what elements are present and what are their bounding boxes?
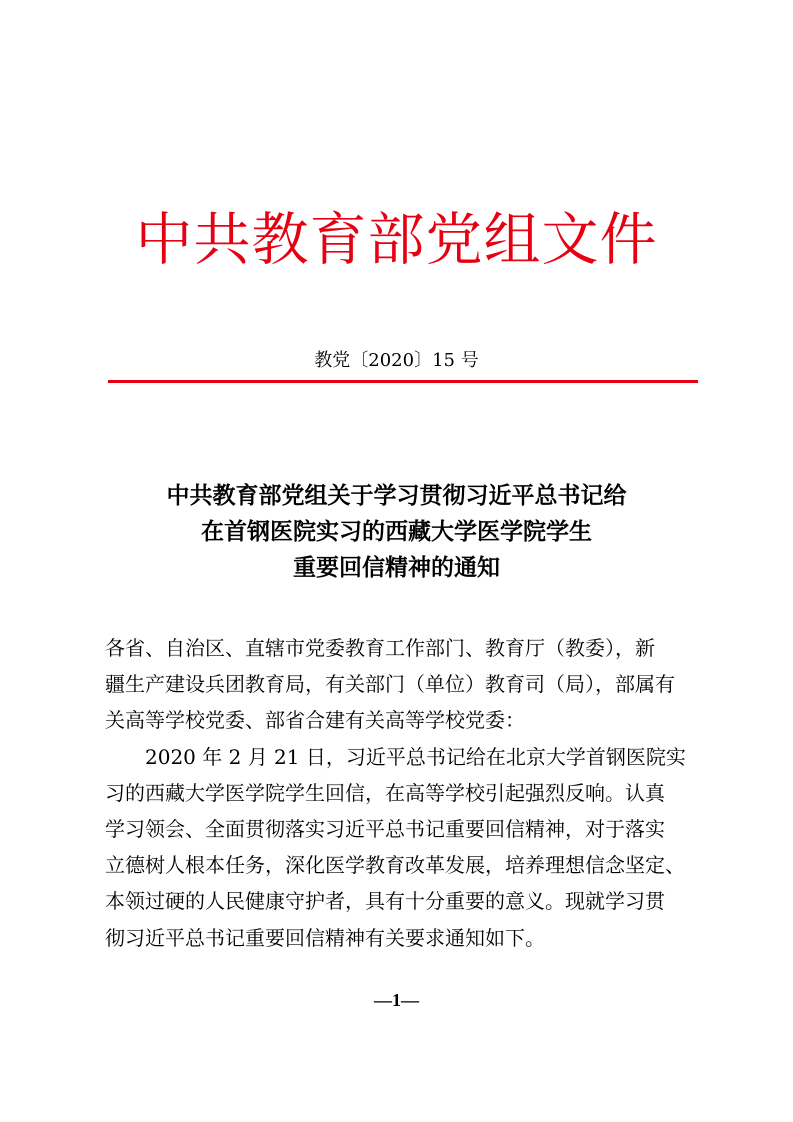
document-masthead: 中共教育部党组文件 bbox=[135, 207, 658, 273]
body-line: 彻习近平总书记重要回信精神有关要求通知如下。 bbox=[105, 925, 545, 950]
notice-title-line: 中共教育部党组关于学习贯彻习近平总书记给 bbox=[166, 482, 627, 509]
notice-title bbox=[0, 478, 793, 586]
notice-body bbox=[105, 630, 690, 956]
body-line: 习的西藏大学医学院学生回信，在高等学校引起强烈反响。认真 bbox=[105, 780, 665, 805]
body-line: 2020 年 2 月 21 日，习近平总书记给在北京大学首钢医院实 bbox=[105, 744, 686, 769]
body-line: 本领过硬的人民健康守护者，具有十分重要的意义。现就学习贯 bbox=[105, 889, 665, 914]
body-line: 疆生产建设兵团教育局，有关部门（单位）教育司（局），部属有 bbox=[105, 672, 675, 697]
page-number: —1— bbox=[374, 990, 419, 1010]
body-line: 立德树人根本任务，深化医学教育改革发展，培养理想信念坚定、 bbox=[105, 853, 685, 878]
document-number: 教党〔2020〕15 号 bbox=[314, 350, 479, 371]
notice-title-line: 重要回信精神的通知 bbox=[293, 554, 500, 581]
red-divider-line bbox=[108, 380, 698, 383]
notice-title-line: 在首钢医院实习的西藏大学医学院学生 bbox=[201, 518, 592, 545]
body-line: 关高等学校党委、部省合建有关高等学校党委： bbox=[105, 708, 525, 733]
body-line: 学习领会、全面贯彻落实习近平总书记重要回信精神，对于落实 bbox=[105, 817, 665, 842]
body-line: 各省、自治区、直辖市党委教育工作部门、教育厅（教委），新 bbox=[105, 636, 655, 660]
